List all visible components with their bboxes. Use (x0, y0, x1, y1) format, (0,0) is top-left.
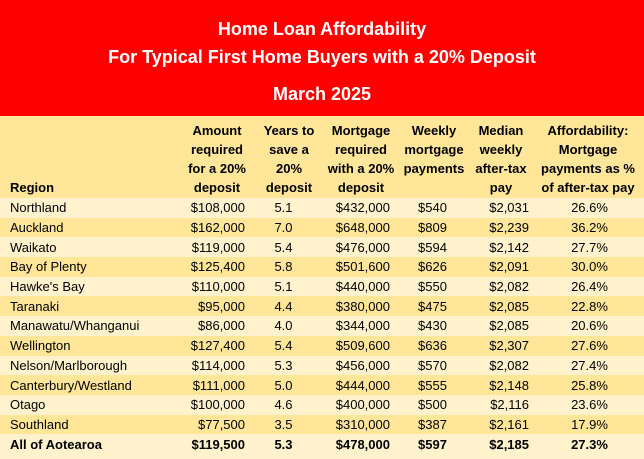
cell-amount: $119,500 (180, 434, 251, 454)
cell-years: 4.4 (251, 296, 316, 316)
cell-pay: $2,148 (467, 375, 535, 395)
cell-amount: $111,000 (180, 375, 251, 395)
cell-amount: $110,000 (180, 277, 251, 297)
cell-amount: $162,000 (180, 218, 251, 238)
table-row (0, 336, 644, 356)
cell-mortgage: $380,000 (316, 296, 398, 316)
cell-amount: $119,000 (180, 237, 251, 257)
table-row-total (0, 434, 644, 454)
cell-amount: $114,000 (180, 356, 251, 376)
cell-region: Nelson/Marlborough (0, 356, 180, 376)
table-row (0, 237, 644, 257)
header-region: Region (10, 180, 55, 195)
cell-mortgage: $478,000 (316, 434, 398, 454)
cell-pay: $2,185 (467, 434, 535, 454)
header-amount: Amount required for a 20% deposit (188, 123, 246, 195)
cell-afford: 25.8% (535, 375, 644, 395)
cell-mortgage: $310,000 (316, 415, 398, 435)
cell-weekly: $555 (398, 375, 467, 395)
table-row (0, 415, 644, 435)
cell-weekly: $430 (398, 316, 467, 336)
table-row (0, 375, 644, 395)
affordability-table (0, 198, 644, 454)
cell-weekly: $597 (398, 434, 467, 454)
cell-region: Northland (0, 198, 180, 218)
cell-afford: 26.6% (535, 198, 644, 218)
cell-years: 5.8 (251, 257, 316, 277)
cell-afford: 23.6% (535, 395, 644, 415)
cell-region: All of Aotearoa (0, 434, 180, 454)
cell-mortgage: $440,000 (316, 277, 398, 297)
cell-mortgage: $509,600 (316, 336, 398, 356)
cell-years: 5.1 (251, 277, 316, 297)
cell-pay: $2,082 (467, 277, 535, 297)
cell-pay: $2,085 (467, 316, 535, 336)
table-row (0, 356, 644, 376)
cell-amount: $100,000 (180, 395, 251, 415)
table-row (0, 316, 644, 336)
cell-afford: 17.9% (535, 415, 644, 435)
cell-mortgage: $432,000 (316, 198, 398, 218)
cell-region: Taranaki (0, 296, 180, 316)
cell-pay: $2,142 (467, 237, 535, 257)
cell-afford: 30.0% (535, 257, 644, 277)
cell-region: Hawke's Bay (0, 277, 180, 297)
cell-afford: 27.4% (535, 356, 644, 376)
cell-region: Manawatu/Whanganui (0, 316, 180, 336)
cell-region: Wellington (0, 336, 180, 356)
title-date: March 2025 (272, 84, 372, 104)
cell-pay: $2,116 (467, 395, 535, 415)
header-weekly-payments: Weekly mortgage payments (403, 123, 465, 176)
header-mortgage: Mortgage required with a 20% deposit (327, 123, 395, 195)
table-row (0, 277, 644, 297)
cell-region: Waikato (0, 237, 180, 257)
cell-afford: 27.7% (535, 237, 644, 257)
title-line-1: Home Loan Affordability (217, 19, 427, 39)
cell-mortgage: $344,000 (316, 316, 398, 336)
cell-region: Southland (0, 415, 180, 435)
cell-pay: $2,091 (467, 257, 535, 277)
cell-mortgage: $456,000 (316, 356, 398, 376)
cell-region: Otago (0, 395, 180, 415)
cell-afford: 22.8% (535, 296, 644, 316)
cell-weekly: $594 (398, 237, 467, 257)
cell-pay: $2,161 (467, 415, 535, 435)
cell-afford: 27.3% (535, 434, 644, 454)
cell-amount: $86,000 (180, 316, 251, 336)
cell-afford: 27.6% (535, 336, 644, 356)
cell-amount: $125,400 (180, 257, 251, 277)
cell-years: 4.0 (251, 316, 316, 336)
cell-region: Canterbury/Westland (0, 375, 180, 395)
title-banner (0, 0, 644, 116)
cell-weekly: $636 (398, 336, 467, 356)
cell-pay: $2,085 (467, 296, 535, 316)
table-row (0, 198, 644, 218)
cell-mortgage: $501,600 (316, 257, 398, 277)
cell-region: Bay of Plenty (0, 257, 180, 277)
header-years: Years to save a 20% deposit (263, 123, 315, 195)
cell-weekly: $500 (398, 395, 467, 415)
cell-weekly: $626 (398, 257, 467, 277)
cell-weekly: $550 (398, 277, 467, 297)
cell-pay: $2,082 (467, 356, 535, 376)
cell-pay: $2,239 (467, 218, 535, 238)
cell-afford: 26.4% (535, 277, 644, 297)
cell-mortgage: $400,000 (316, 395, 398, 415)
cell-amount: $95,000 (180, 296, 251, 316)
cell-weekly: $387 (398, 415, 467, 435)
cell-years: 7.0 (251, 218, 316, 238)
table-row (0, 395, 644, 415)
table-row (0, 296, 644, 316)
cell-weekly: $475 (398, 296, 467, 316)
cell-mortgage: $444,000 (316, 375, 398, 395)
cell-years: 4.6 (251, 395, 316, 415)
table-row (0, 257, 644, 277)
cell-years: 5.3 (251, 434, 316, 454)
header-affordability: Affordability: Mortgage payments as % of after-tax pay (541, 123, 635, 195)
cell-weekly: $540 (398, 198, 467, 218)
table-row (0, 218, 644, 238)
cell-mortgage: $648,000 (316, 218, 398, 238)
cell-years: 5.3 (251, 356, 316, 376)
header-after-tax-pay: Median weekly after-tax pay (475, 123, 527, 195)
cell-years: 5.4 (251, 237, 316, 257)
cell-amount: $108,000 (180, 198, 251, 218)
cell-pay: $2,031 (467, 198, 535, 218)
title-line-2: For Typical First Home Buyers with a 20% Deposit (108, 47, 536, 67)
cell-weekly: $570 (398, 356, 467, 376)
cell-years: 5.1 (251, 198, 316, 218)
cell-years: 5.4 (251, 336, 316, 356)
cell-afford: 36.2% (535, 218, 644, 238)
cell-amount: $127,400 (180, 336, 251, 356)
cell-weekly: $809 (398, 218, 467, 238)
cell-region: Auckland (0, 218, 180, 238)
cell-years: 3.5 (251, 415, 316, 435)
cell-years: 5.0 (251, 375, 316, 395)
cell-amount: $77,500 (180, 415, 251, 435)
cell-pay: $2,307 (467, 336, 535, 356)
cell-mortgage: $476,000 (316, 237, 398, 257)
cell-afford: 20.6% (535, 316, 644, 336)
